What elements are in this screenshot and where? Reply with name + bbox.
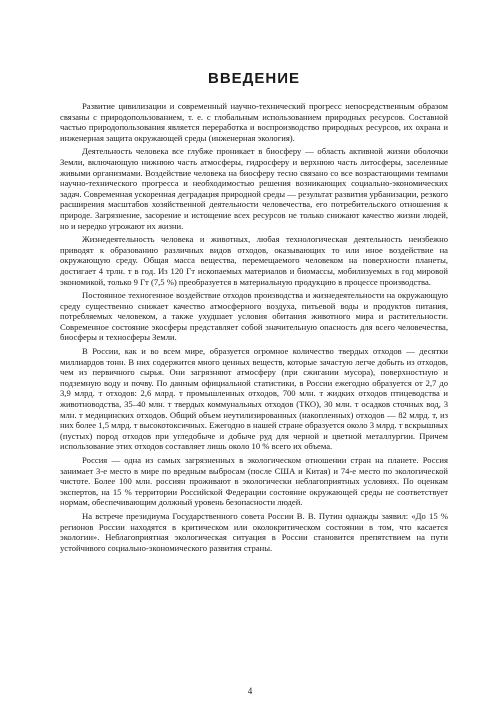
body-text (60, 101, 448, 553)
paragraph: Деятельность человека все глубже проникает в биосферу — область активной жизни оболочки Земли, включающую нижнюю часть атмосферы, гидросферу и верхнюю часть литосферы, заселенные живыми организмами. Воздействие человека на биосферу тесно связано со все возрастающими темпами научно-технического прогресса и необходимостью решения возникающих социально-экономических задач. Современная ускоренная деградация природной среды — результат развития урбанизации, резкого расширения масштабов хозяйственной деятельности человечества, его потребительского отношения к природе. Загрязнение, засорение и истощение всех ресурсов не только снижают качество жизни людей, но и нередко угрожают их жизни. (60, 146, 448, 231)
paragraph: На встрече президиума Государственного совета России В. В. Путин однажды заявил: «До 15 % регионов России находятся в критическом или околокритическом состоянии в том, что касается экологии». Неблагоприятная экологическая ситуация в России становится препятствием на пути устойчивого социально-экономического развития страны. (60, 510, 448, 553)
paragraph: В России, как и во всем мире, образуется огромное количество твердых отходов — десятки миллиардов тонн. В них содержится много ценных веществ, которые зачастую легче добыть из отходов, чем из первичного сырья. Они загрязняют атмосферу (при сжигании мусора), поверхностную и подземную воду и почву. По данным официальной статистики, в России ежегодно образуется от 2,7 до 3,9 млрд. т отходов: 2,6 млрд. т промышленных отходов, 700 млн. т жидких отходов птицеводства и животноводства, 35–40 млн. т твердых коммунальных отходов (ТКО), 30 млн. т осадков сточных вод, 3 млн. т медицинских отходов. Общий объем неутилизированных (накопленных) отходов — 82 млрд. т, из них более 1,5 млрд. т высокотоксичных. Ежегодно в нашей стране образуется около 3 млрд. т вскрышных (пустых) пород отходов при угледобыче и добыче руд для черной и цветной металлургии. Причем использование этих отходов составляет лишь около 10 % всего их объема. (60, 346, 448, 452)
paragraph: Жизнедеятельность человека и животных, любая технологическая деятельность неизбежно приводят к образованию различных видов отходов, оказывающих то или иное воздействие на окружающую среду. Общая масса вещества, перемещаемого человеком на поверхности планеты, достигает 4 трлн. т в год. Из 120 Гт ископаемых материалов и биомассы, мобилизуемых в год мировой экономикой, только 9 Гт (7,5 %) преобразуется в материальную продукцию в процессе производства. (60, 234, 448, 287)
paragraph: Развитие цивилизации и современный научно-технический прогресс непосредственным образом связаны с природопользованием, т. е. с глобальным использованием природных ресурсов. Составной частью природопользования является переработка и воспроизводство природных ресурсов, их охрана и инженерная защита окружающей среды (инженерная экология). (60, 101, 448, 143)
paragraph: Постоянное техногенное воздействие отходов производства и жизнедеятельности на окружающую среду существенно снижает качество атмосферного воздуха, питьевой воды и продуктов питания, потребляемых человеком, а также ухудшает условия обитания животного мира и растительности. Современное состояние экосферы представляет собой значительную опасность для всего человечества, биосферы и техносферы Земли. (60, 290, 448, 343)
page-number: 4 (247, 686, 253, 696)
chapter-title: ВВЕДЕНИЕ (208, 70, 300, 87)
paragraph: Россия — одна из самых загрязненных в экологическом отношении стран на планете. Россия занимает 3-е место в мире по вредным выбросам (после США и Китая) и 74-е место по экологической чистоте. Более 100 млн. россиян проживают в экологически неблагоприятных условиях. По оценкам экспертов, на 15 % территории Российской Федерации состояние окружающей среды не соответствует нормам, обеспечивающим должный уровень безопасности людей. (60, 455, 448, 508)
